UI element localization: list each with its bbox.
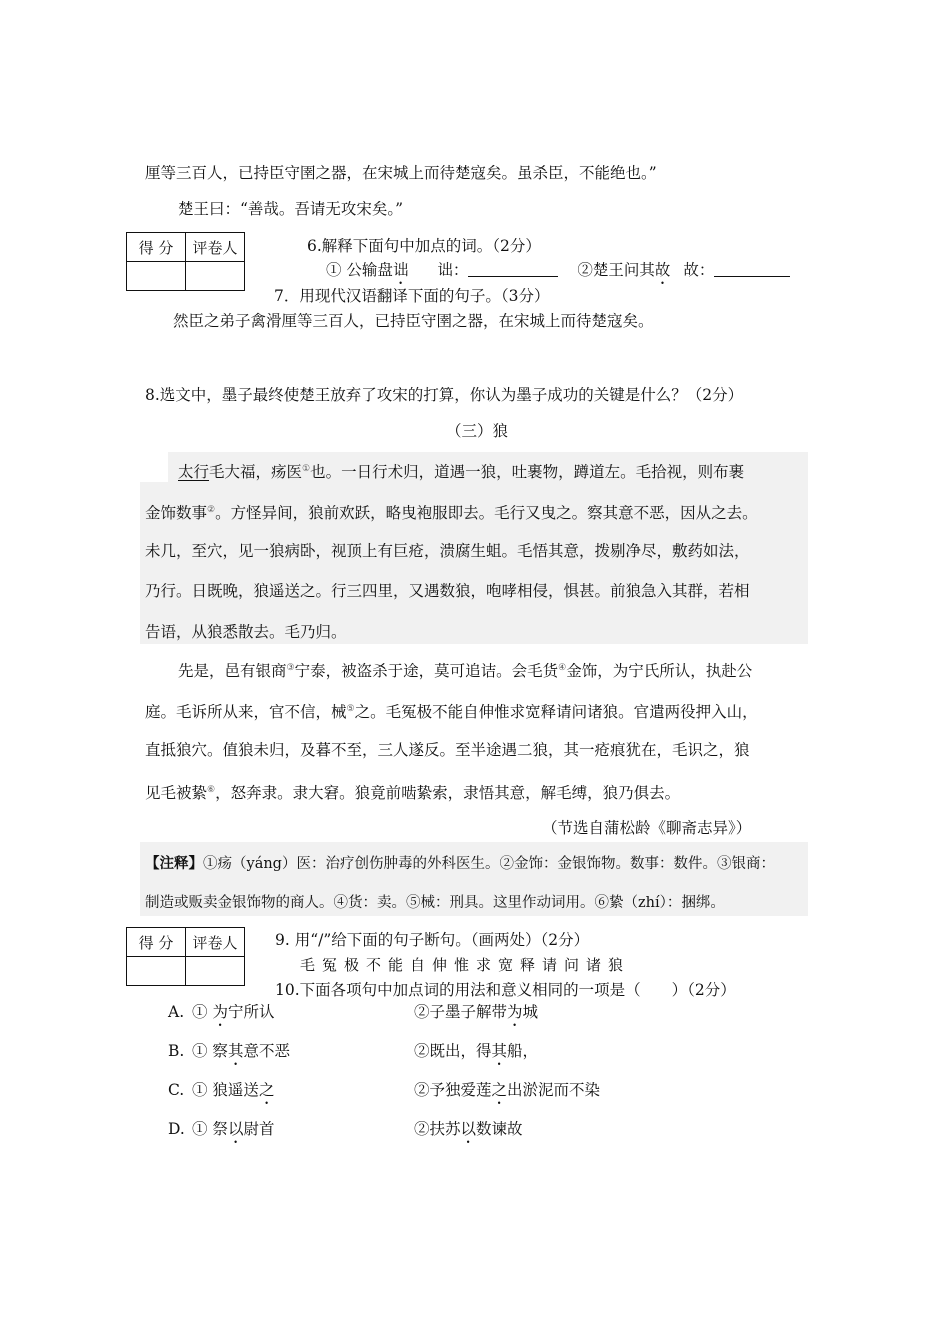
text-span: ① xyxy=(192,1003,213,1021)
option-c[interactable] xyxy=(168,1080,184,1100)
wolf-passage-line xyxy=(145,500,758,523)
score-cell[interactable] xyxy=(127,957,186,986)
text-span: 之。毛冤极不能自伸惟求宽释请问诸狼。官遣两役押入山， xyxy=(354,703,758,722)
notes-line xyxy=(145,854,775,874)
text-span: 城 xyxy=(522,1003,539,1021)
score-header: 得 分 xyxy=(127,233,186,262)
text-span: 毛大福，疡医 xyxy=(209,463,303,482)
question-9-sentence[interactable]: 毛冤极不能自伸惟求宽释请问诸狼 xyxy=(300,956,631,974)
grader-cell[interactable] xyxy=(186,262,245,291)
text-span: ②予独爱莲 xyxy=(414,1081,492,1099)
option-b[interactable] xyxy=(168,1041,184,1061)
text-span: ②扶苏 xyxy=(414,1120,461,1138)
score-table xyxy=(126,232,245,291)
text-span: ，怒奔隶。隶大窘。狼竟前啮絷索，隶悟其意，解毛缚，狼乃俱去。 xyxy=(215,784,681,803)
wolf-passage-line xyxy=(145,699,758,722)
option-c-sentence-1 xyxy=(192,1080,274,1108)
text-span: ① 祭 xyxy=(192,1120,228,1138)
text-span: 意不恶 xyxy=(243,1042,290,1060)
question-9-stem: 9. 用“/”给下面的句子断句。（画两处）（2分） xyxy=(275,931,590,949)
text-span: ②子墨子解带 xyxy=(414,1003,508,1021)
text-span: 宁所认 xyxy=(227,1003,275,1021)
dotted-word: 为 xyxy=(507,1003,523,1021)
option-b-sentence-2 xyxy=(414,1041,538,1069)
option-a-sentence-1 xyxy=(192,1002,274,1030)
text-span: 金饰数事 xyxy=(145,504,208,523)
text-span: ① 狼遥送 xyxy=(192,1081,259,1099)
passage-line: 厘等三百人，已持臣守圉之器，在宋城上而待楚寇矣。虽杀臣，不能绝也。” xyxy=(145,164,657,182)
score-cell[interactable] xyxy=(127,262,186,291)
option-letter: C. xyxy=(168,1081,185,1099)
wolf-passage-line xyxy=(145,780,680,803)
wolf-passage-line: 直抵狼穴。值狼未归，及暮不至，三人遂反。至半途遇二狼，其一疮痕犹在，毛识之，狼 xyxy=(145,741,750,759)
text-span: 庭。毛诉所从来，官不信，械 xyxy=(145,703,347,722)
note-ref: ⑤ xyxy=(346,704,355,714)
text-span: 宁泰，被盗杀于途，莫可追诘。会毛货 xyxy=(294,662,559,681)
dotted-word: 为 xyxy=(212,1003,228,1021)
grader-header: 评卷人 xyxy=(186,928,245,957)
notes-line: 制造或贩卖金银饰物的商人。④货：卖。⑤械：刑具。这里作动词用。⑥絷（zhí）：捆绑。 xyxy=(145,895,725,911)
option-d[interactable] xyxy=(168,1119,185,1139)
q6-item2-answer-blank[interactable] xyxy=(714,262,790,277)
q6-item1-answer-blank[interactable] xyxy=(468,262,558,277)
q6-item1-text: ① 公输盘 xyxy=(326,261,393,279)
option-a[interactable] xyxy=(168,1002,184,1022)
section-title: （三）狼 xyxy=(446,422,509,440)
note-ref: ② xyxy=(207,505,216,515)
text-span: 见毛被絷 xyxy=(145,784,208,803)
dotted-word: 之 xyxy=(258,1081,275,1099)
note-ref: ③ xyxy=(286,663,295,673)
question-7-sentence: 然臣之弟子禽滑厘等三百人，已持臣守圉之器，在宋城上而待楚寇矣。 xyxy=(173,312,654,330)
dotted-word: 以 xyxy=(460,1120,477,1138)
option-d-sentence-1 xyxy=(192,1119,274,1147)
text-span: ①疡（yáng）医：治疗创伤肿毒的外科医生。②金饰：金银饰物。数事：数件。③银商： xyxy=(203,856,775,872)
dotted-word: 其 xyxy=(491,1042,508,1060)
grader-cell[interactable] xyxy=(186,957,245,986)
option-letter: D. xyxy=(168,1120,185,1138)
dotted-word: 其 xyxy=(227,1042,244,1060)
text-span: 也。一日行术归，道遇一狼，吐裹物，蹲道左。毛拾视，则布裹 xyxy=(310,463,745,482)
dotted-word: 之 xyxy=(491,1081,508,1099)
text-span: ②既出，得 xyxy=(414,1042,492,1060)
place-name: 太行 xyxy=(178,463,210,482)
q6-item2-label: 故： xyxy=(683,261,715,279)
score-header: 得 分 xyxy=(127,928,186,957)
grader-header: 评卷人 xyxy=(186,233,245,262)
text-span: 先是，邑有银商 xyxy=(178,662,287,681)
dotted-word: 以 xyxy=(227,1120,244,1138)
q6-item2-text: ②楚王问其 xyxy=(577,261,655,279)
question-7-stem: 7．用现代汉语翻译下面的句子。（3分） xyxy=(274,287,550,305)
notes-label: 【注释】 xyxy=(145,855,203,872)
question-10-stem: 10.下面各项句中加点词的用法和意义相同的一项是（ ）（2分） xyxy=(275,981,736,999)
wolf-passage-line xyxy=(178,459,744,482)
text-span: 金饰，为宁氏所认，执赴公 xyxy=(566,662,753,681)
wolf-passage-line: 未几，至穴，见一狼病卧，视顶上有巨疮，溃腐生蛆。毛悟其意，拨剔净尽，敷药如法， xyxy=(145,542,750,560)
score-table xyxy=(126,927,245,986)
option-a-sentence-2 xyxy=(414,1002,538,1030)
note-ref: ① xyxy=(302,464,311,474)
q6-item2-dotted-word: 故 xyxy=(654,261,671,279)
question-6-stem: 6.解释下面句中加点的词。（2分） xyxy=(307,237,541,255)
q6-item1-label: 诎： xyxy=(437,261,469,279)
option-d-sentence-2 xyxy=(414,1119,523,1147)
passage-line: 楚王曰：“善哉。吾请无攻宋矣。” xyxy=(178,200,404,218)
source-citation: （节选自蒲松龄《聊斋志异》） xyxy=(542,819,752,837)
wolf-passage-line: 告语，从狼悉散去。毛乃归。 xyxy=(145,623,347,641)
text-span: 出淤泥而不染 xyxy=(507,1081,601,1099)
text-span: 尉首 xyxy=(243,1120,275,1138)
question-8-stem: 8.选文中，墨子最终使楚王放弃了攻宋的打算，你认为墨子成功的关键是什么？（2分） xyxy=(145,386,744,404)
note-ref: ④ xyxy=(558,663,567,673)
option-b-sentence-1 xyxy=(192,1041,290,1069)
wolf-passage-line xyxy=(178,658,752,681)
text-span: 。方怪异间，狼前欢跃，略曳袍服即去。毛行又曳之。察其意不恶，因从之去。 xyxy=(215,504,758,523)
option-letter: B. xyxy=(168,1042,185,1060)
option-letter: A. xyxy=(168,1003,185,1021)
text-span: ① 察 xyxy=(192,1042,228,1060)
wolf-passage-line: 乃行。日既晚，狼遥送之。行三四里，又遇数狼，咆哮相侵，惧甚。前狼急入其群，若相 xyxy=(145,582,750,600)
text-span: 船， xyxy=(507,1042,539,1060)
option-c-sentence-2 xyxy=(414,1080,600,1108)
question-6-items xyxy=(326,260,790,288)
text-span: 数谏故 xyxy=(476,1120,523,1138)
note-ref: ⑥ xyxy=(207,785,216,795)
q6-item1-dotted-word: 诎 xyxy=(392,261,409,279)
